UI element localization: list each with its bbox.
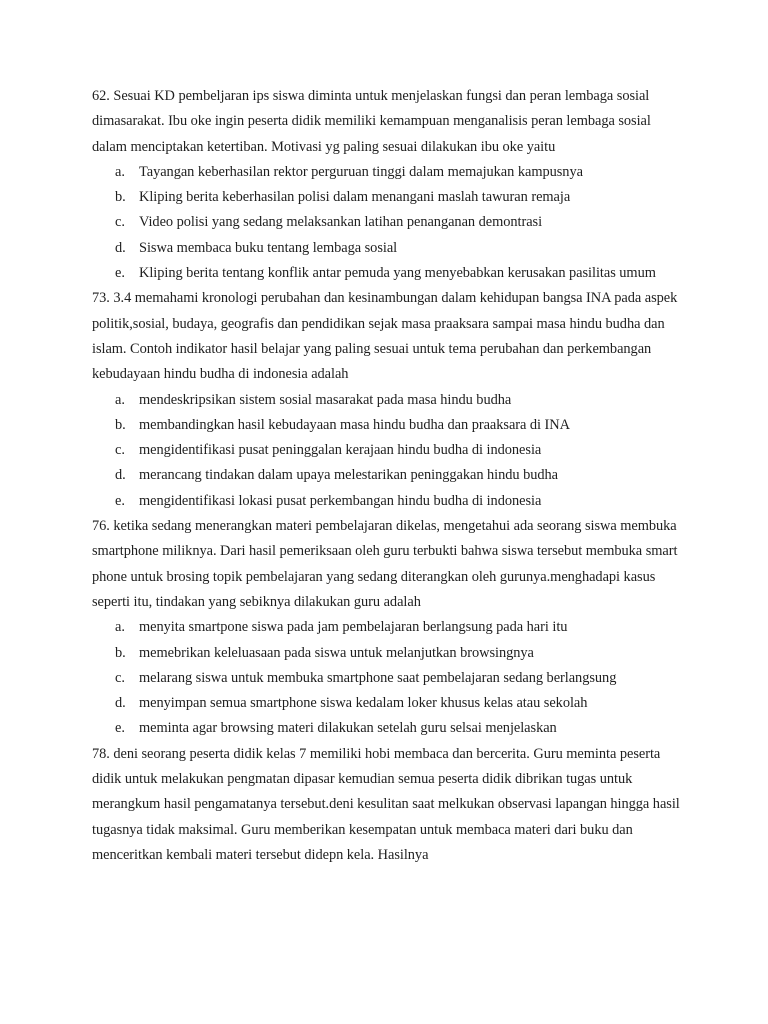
option-text: Kliping berita keberhasilan polisi dalam menangani maslah tawuran remaja xyxy=(139,189,571,206)
answer-option xyxy=(92,463,682,488)
option-text: mendeskripsikan sistem sosial masarakat pada masa hindu budha xyxy=(139,391,512,408)
question-stem: 73. 3.4 memahami kronologi perubahan dan kesinambungan dalam kehidupan bangsa INA pada aspek politik,sosial, budaya, geografis dan pendidikan sejak masa praaksara sampai masa hindu budha dan islam. Contoh indikator hasil belajar yang paling sesuai untuk tema perubahan dan perkembangan kebudayaan hindu budha di indonesia adalah xyxy=(92,290,678,383)
option-text: menyimpan semua smartphone siswa kedalam loker khusus kelas atau sekolah xyxy=(139,695,588,712)
option-letter: c. xyxy=(115,669,125,686)
answer-option xyxy=(92,716,682,741)
option-letter: e. xyxy=(115,720,125,737)
option-letter: a. xyxy=(115,619,125,636)
option-text: meminta agar browsing materi dilakukan setelah guru selsai menjelaskan xyxy=(139,720,557,737)
answer-option xyxy=(92,691,682,716)
option-text: mengidentifikasi lokasi pusat perkembangan hindu budha di indonesia xyxy=(139,492,542,509)
answer-option xyxy=(92,236,682,261)
answer-options xyxy=(92,615,682,741)
answer-option xyxy=(92,489,682,514)
question-78 xyxy=(92,742,682,868)
answer-option xyxy=(92,185,682,210)
answer-option xyxy=(92,160,682,185)
option-letter: b. xyxy=(115,189,126,206)
question-stem: 78. deni seorang peserta didik kelas 7 memiliki hobi membaca dan bercerita. Guru meminta peserta didik untuk melakukan pengmatan dipasar kemudian semua peserta didik dibrikan tugas untuk merangkum hasil pengamatanya tersebut.deni kesulitan saat melkukan observasi lapangan hingga hasil tugasnya tidak maksimal. Guru memberikan kesempatan untuk membaca materi dari buku dan menceritkan kembali materi tersebut didepn kela. Hasilnya xyxy=(92,745,680,863)
option-letter: b. xyxy=(115,644,126,661)
question-73 xyxy=(92,286,682,514)
answer-option xyxy=(92,413,682,438)
answer-option xyxy=(92,210,682,235)
option-letter: e. xyxy=(115,265,125,282)
option-text: membandingkan hasil kebudayaan masa hindu budha dan praaksara di INA xyxy=(139,416,570,433)
option-letter: d. xyxy=(115,695,126,712)
option-text: Siswa membaca buku tentang lembaga sosial xyxy=(139,239,398,256)
question-stem: 76. ketika sedang menerangkan materi pembelajaran dikelas, mengetahui ada seorang siswa membuka smartphone miliknya. Dari hasil pemeriksaan oleh guru terbukti bahwa siswa tersebut membuka smart phone untuk brosing topik pembelajaran yang sedang diterangkan oleh gurunya.menghadapi kasus seperti itu, tindakan yang sebiknya dilakukan guru adalah xyxy=(92,518,678,610)
answer-option xyxy=(92,438,682,463)
answer-options xyxy=(92,160,682,286)
option-text: melarang siswa untuk membuka smartphone saat pembelajaran sedang berlangsung xyxy=(139,669,617,686)
option-text: menyita smartpone siswa pada jam pembelajaran berlangsung pada hari itu xyxy=(139,619,568,636)
option-letter: e. xyxy=(115,492,125,509)
answer-option xyxy=(92,261,682,286)
question-stem: 62. Sesuai KD pembeljaran ips siswa diminta untuk menjelaskan fungsi dan peran lembaga sosial dimasarakat. Ibu oke ingin peserta didik memiliki kemampuan menganalisis peran lembaga sosial dalam menciptakan ketertiban. Motivasi yg paling sesuai dilakukan ibu oke yaitu xyxy=(92,88,651,155)
question-62 xyxy=(92,84,682,286)
answer-options xyxy=(92,388,682,514)
document-page xyxy=(92,84,682,868)
option-letter: c. xyxy=(115,214,125,231)
answer-option xyxy=(92,615,682,640)
option-text: merancang tindakan dalam upaya melestarikan peninggakan hindu budha xyxy=(139,467,559,484)
answer-option xyxy=(92,666,682,691)
question-76 xyxy=(92,514,682,742)
answer-option xyxy=(92,388,682,413)
option-text: Kliping berita tentang konflik antar pemuda yang menyebabkan kerusakan pasilitas umum xyxy=(139,265,656,282)
option-letter: a. xyxy=(115,391,125,408)
option-letter: c. xyxy=(115,442,125,459)
option-letter: a. xyxy=(115,163,125,180)
option-letter: d. xyxy=(115,467,126,484)
option-text: Video polisi yang sedang melaksankan latihan penanganan demontrasi xyxy=(139,214,543,231)
answer-option xyxy=(92,641,682,666)
option-text: mengidentifikasi pusat peninggalan kerajaan hindu budha di indonesia xyxy=(139,442,542,459)
option-letter: b. xyxy=(115,416,126,433)
option-text: memebrikan keleluasaan pada siswa untuk melanjutkan browsingnya xyxy=(139,644,534,661)
option-letter: d. xyxy=(115,239,126,256)
option-text: Tayangan keberhasilan rektor perguruan tinggi dalam memajukan kampusnya xyxy=(139,163,583,180)
